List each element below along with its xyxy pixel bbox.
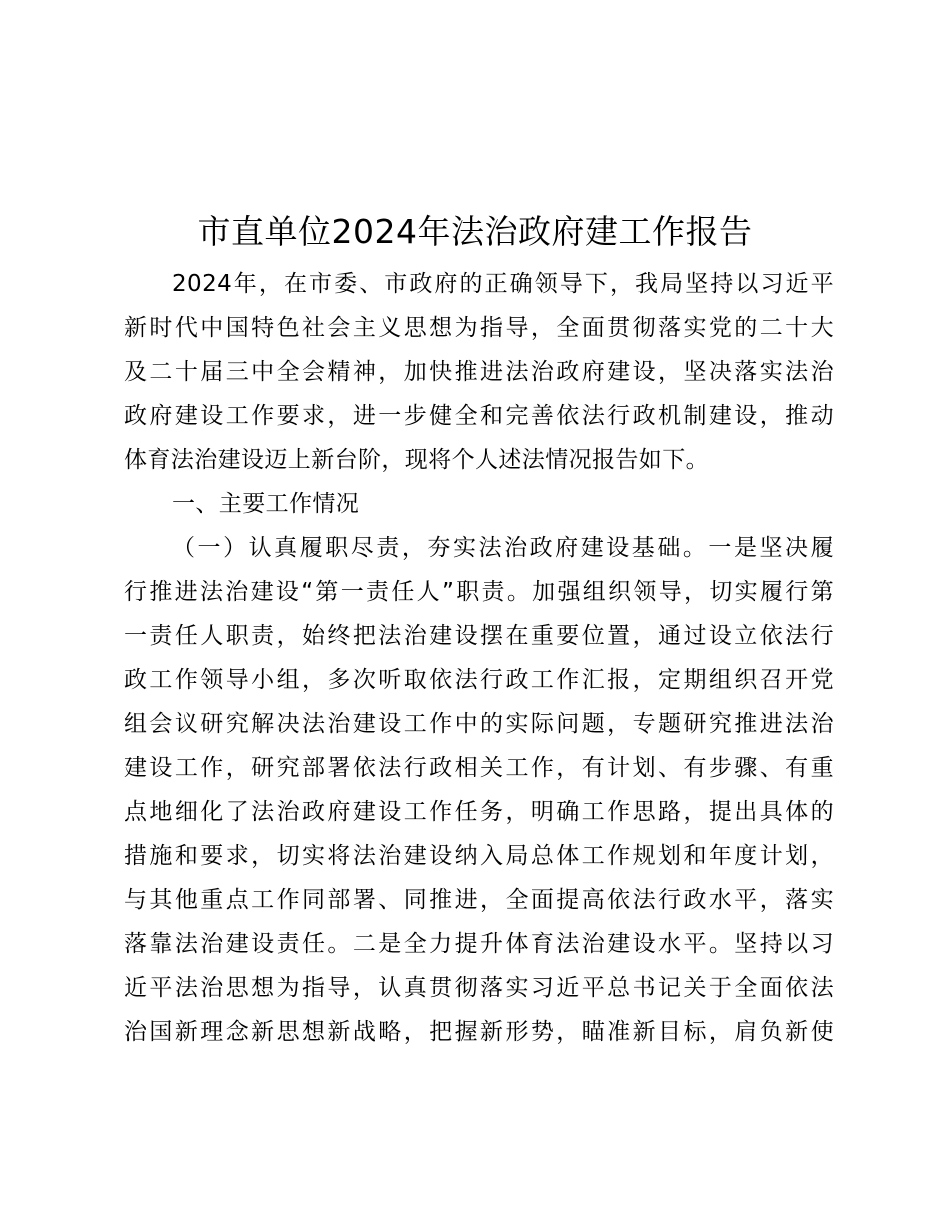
paragraph-line: 建设工作，研究部署依法行政相关工作，有计划、有步骤、有重	[124, 755, 834, 781]
paragraph-line: （一）认真履职尽责，夯实法治政府建设基础。一是坚决履	[172, 535, 834, 561]
paragraph-line: 政工作领导小组，多次听取依法行政工作汇报，定期组织召开党	[124, 667, 834, 693]
paragraph-line: 政府建设工作要求，进一步健全和完善依法行政机制建设，推动	[124, 403, 834, 429]
paragraph-line: 体育法治建设迈上新台阶，现将个人述法情况报告如下。	[124, 447, 709, 473]
paragraph-line: 落靠法治建设责任。二是全力提升体育法治建设水平。坚持以习	[124, 931, 834, 957]
paragraph-line: 近平法治思想为指导，认真贯彻落实习近平总书记关于全面依法	[124, 975, 834, 1001]
paragraph-line: 措施和要求，切实将法治建设纳入局总体工作规划和年度计划，	[124, 843, 834, 869]
paragraph-line: 一责任人职责，始终把法治建设摆在重要位置，通过设立依法行	[124, 623, 834, 649]
paragraph-line: 点地细化了法治政府建设工作任务，明确工作思路，提出具体的	[124, 799, 834, 825]
paragraph-line: 新时代中国特色社会主义思想为指导，全面贯彻落实党的二十大	[124, 315, 834, 341]
paragraph-line: 行推进法治建设“第一责任人”职责。加强组织领导，切实履行第	[124, 579, 834, 605]
paragraph-line: 治国新理念新思想新战略，把握新形势，瞄准新目标，肩负新使	[124, 1019, 834, 1045]
section-heading: 一、主要工作情况	[172, 491, 360, 517]
paragraph-line: 2024年，在市委、市政府的正确领导下，我局坚持以习近平	[172, 271, 834, 297]
document-title: 市直单位2024年法治政府建工作报告	[197, 212, 753, 251]
paragraph-line: 组会议研究解决法治建设工作中的实际问题，专题研究推进法治	[124, 711, 834, 737]
paragraph-line: 及二十届三中全会精神，加快推进法治政府建设，坚决落实法治	[124, 359, 834, 385]
paragraph-line: 与其他重点工作同部署、同推进，全面提高依法行政水平，落实	[124, 887, 834, 913]
